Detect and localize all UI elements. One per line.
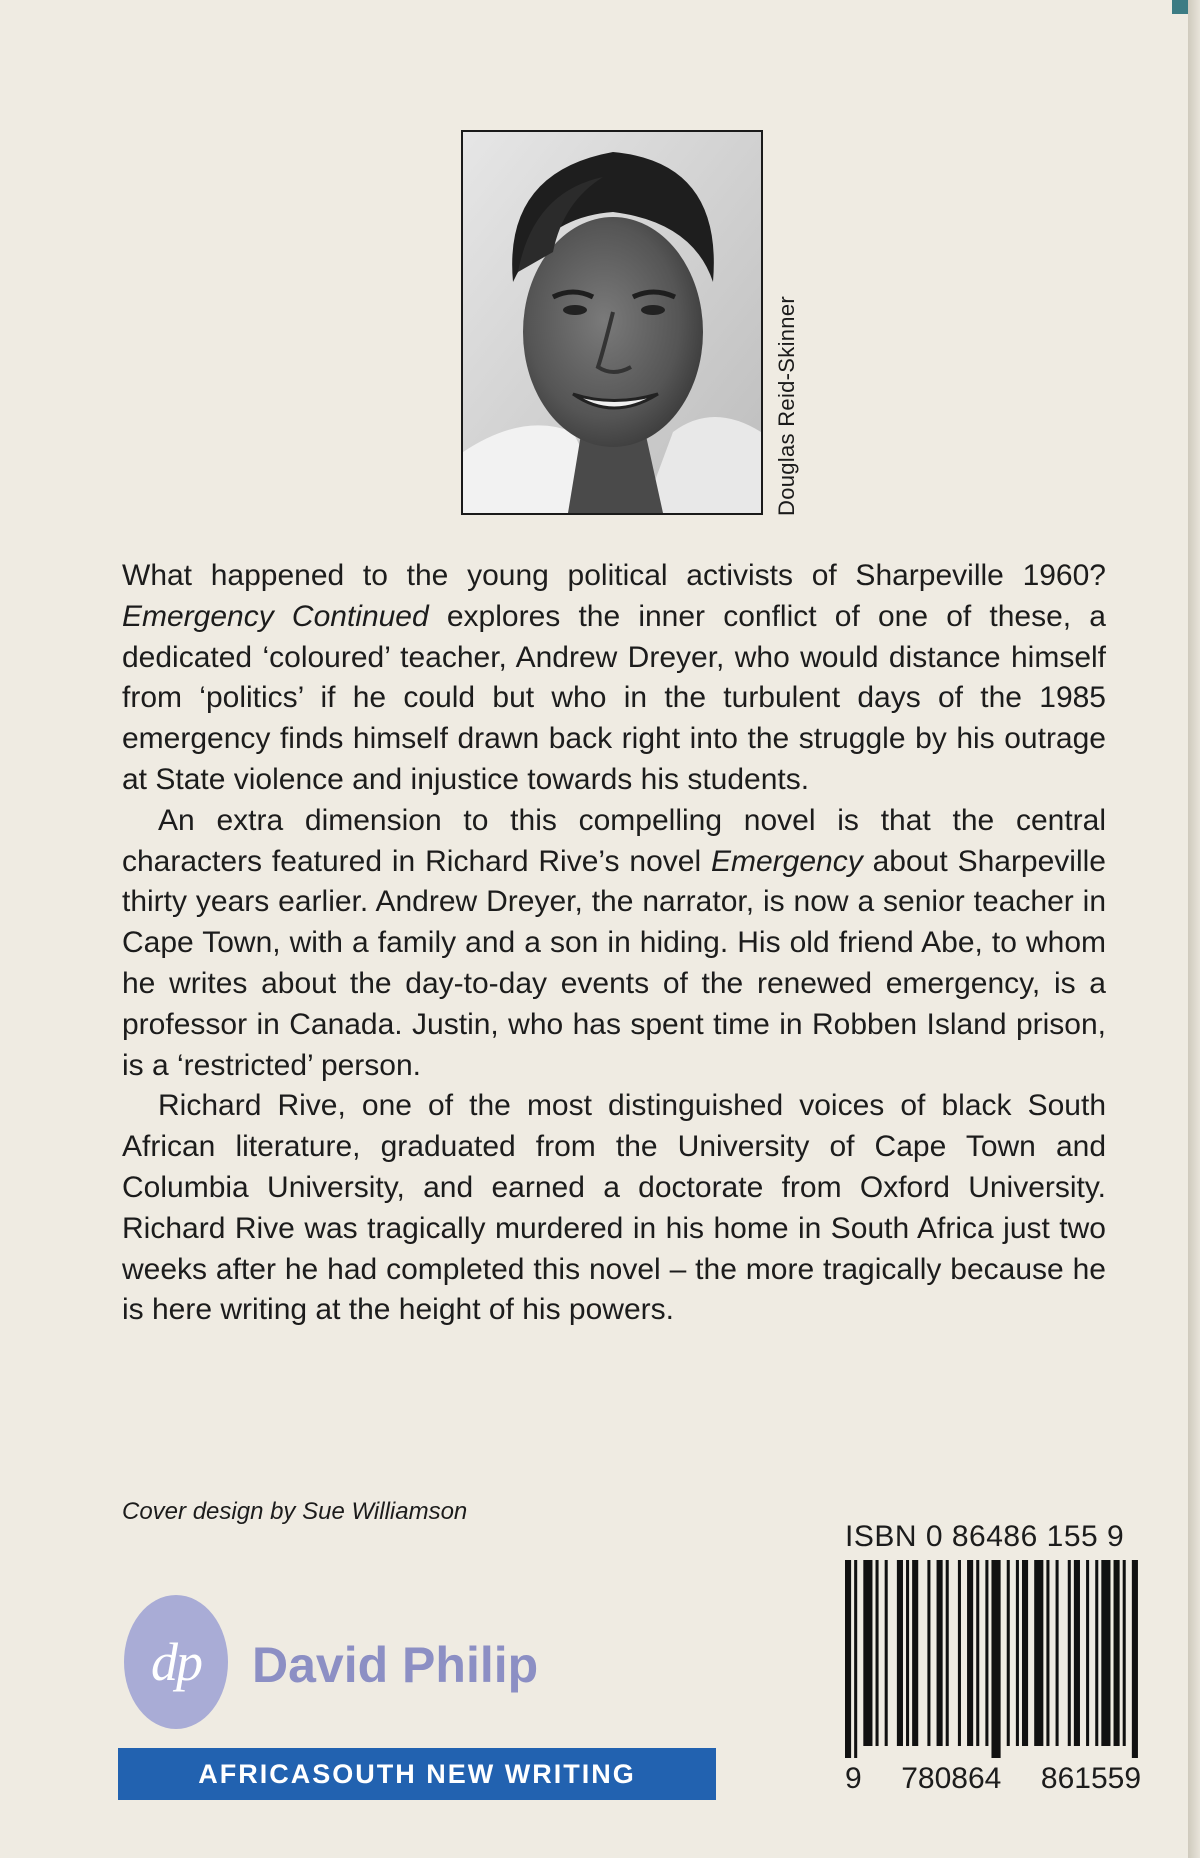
barcode-bar bbox=[1132, 1560, 1138, 1758]
blurb-text bbox=[122, 556, 1106, 1331]
publisher-logo-monogram: dp bbox=[151, 1632, 201, 1692]
barcode-bar bbox=[937, 1560, 943, 1746]
blurb-text-segment: about Sharpeville thirty years earlier. Andrew Dreyer, the narrator, is now a senior teacher in Cape Town, with a family and a son in hiding. His old friend Abe, to whom he writes about the day-to-day events of the renewed emergency, is a professor in Canada. Justin, who has spent time in Robben Island prison, is a ‘restricted’ person. bbox=[122, 844, 1106, 1082]
barcode-bar bbox=[1074, 1560, 1080, 1746]
blurb-paragraph-2 bbox=[122, 801, 1106, 1087]
barcode-bar bbox=[885, 1560, 888, 1746]
barcode-digits bbox=[845, 1762, 1141, 1796]
barcode-bar bbox=[1046, 1560, 1049, 1746]
barcode-bar bbox=[863, 1560, 872, 1746]
blurb-paragraph-3: Richard Rive, one of the most distinguished voices of black South African literature, graduated from the University of Cape Town and Columbia University, and earned a doctorate from Oxford University. Richard Rive was tragically murdered in his home in South Africa just two weeks after he had completed this novel – the more tragically because he is here writing at the height of his powers. bbox=[122, 1089, 1106, 1327]
barcode-bar bbox=[985, 1560, 988, 1746]
barcode-bar bbox=[1095, 1560, 1098, 1746]
publisher-logo bbox=[124, 1595, 228, 1729]
barcode-bar bbox=[897, 1560, 903, 1746]
book-title-italic: Emergency Continued bbox=[122, 599, 429, 633]
barcode-bar bbox=[1086, 1560, 1089, 1746]
barcode-bar bbox=[991, 1560, 1000, 1758]
barcode-digit-group-1: 780864 bbox=[901, 1762, 1002, 1795]
barcode-bar bbox=[1007, 1560, 1010, 1746]
spine-edge bbox=[1188, 0, 1200, 1858]
barcode-bar bbox=[1016, 1560, 1019, 1746]
barcode-bar bbox=[1056, 1560, 1059, 1746]
barcode-bar bbox=[906, 1560, 909, 1746]
barcode-bar bbox=[946, 1560, 949, 1746]
barcode-bar bbox=[927, 1560, 930, 1746]
barcode-bars bbox=[845, 1560, 1141, 1758]
barcode-bar bbox=[1034, 1560, 1043, 1746]
barcode bbox=[845, 1560, 1141, 1796]
book-title-italic: Emergency bbox=[711, 844, 863, 878]
barcode-bar bbox=[1123, 1560, 1126, 1746]
blurb-text-segment: An extra dimension to this compelling novel is that the central characters featured in Richard Rive’s novel bbox=[122, 803, 1106, 878]
barcode-bar bbox=[1101, 1560, 1110, 1746]
blurb-text-segment: What happened to the young political activists of Sharpeville 1960? bbox=[122, 559, 1106, 592]
barcode-bar bbox=[854, 1560, 857, 1758]
barcode-digit-group-2: 861559 bbox=[1040, 1762, 1141, 1795]
blurb-text-segment: explores the inner conflict of one of these, a dedicated ‘coloured’ teacher, Andrew Dreyer, who would distance himself from ‘politics’ if he could but who in the turbulent days of the 1985 emergency finds himself drawn back right into the struggle by his outrage at State violence and injustice towards his students. bbox=[122, 599, 1106, 796]
barcode-bar bbox=[967, 1560, 973, 1746]
series-banner: AFRICASOUTH NEW WRITING bbox=[118, 1748, 716, 1800]
isbn-label: ISBN 0 86486 155 9 bbox=[845, 1520, 1125, 1553]
barcode-digit-first: 9 bbox=[845, 1762, 862, 1795]
barcode-bar bbox=[845, 1560, 851, 1758]
author-photo bbox=[461, 130, 763, 515]
barcode-bar bbox=[876, 1560, 879, 1746]
publisher-name: David Philip bbox=[252, 1637, 539, 1693]
photo-credit: Douglas Reid-Skinner bbox=[774, 296, 799, 516]
barcode-bar bbox=[1068, 1560, 1071, 1746]
blurb-paragraph-1 bbox=[122, 556, 1106, 801]
barcode-bar bbox=[976, 1560, 979, 1746]
author-portrait-image bbox=[463, 132, 761, 513]
barcode-bar bbox=[912, 1560, 918, 1746]
barcode-bar bbox=[1022, 1560, 1028, 1746]
cover-design-credit: Cover design by Sue Williamson bbox=[122, 1498, 468, 1525]
barcode-bar bbox=[958, 1560, 961, 1746]
corner-mark bbox=[1172, 0, 1188, 14]
barcode-bar bbox=[1114, 1560, 1120, 1746]
